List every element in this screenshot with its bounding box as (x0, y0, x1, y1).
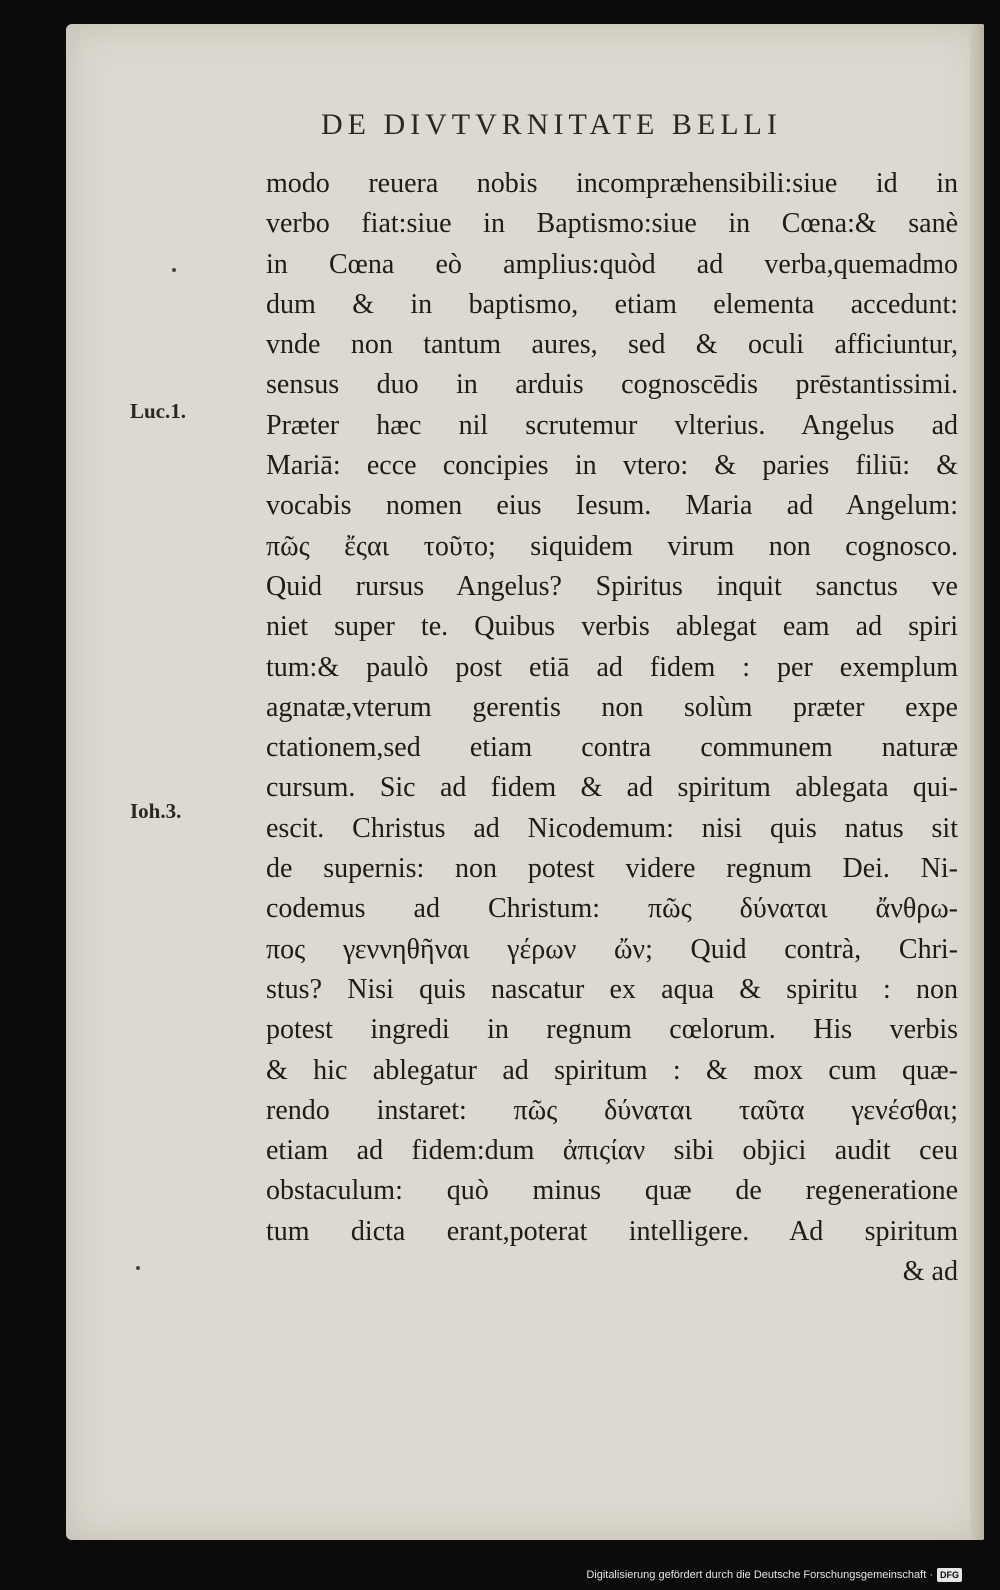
text-line: etiam ad fidem:dum ἀπιςίαν sibi objici audit ceu (266, 1135, 958, 1167)
catchword-line: & ad (902, 1256, 958, 1288)
text-line: Mariā: ecce concipies in vtero: & paries filiū: & (266, 450, 958, 482)
text-line: tum dicta erant,poterat intelligere. Ad spiritum (266, 1215, 958, 1247)
text-line: & hic ablegatur ad spiritum : & mox cum quæ- (266, 1054, 958, 1086)
text-line: πος γεννηθῆναι γέρων ὤν; Quid contrà, Chri- (266, 933, 958, 965)
ink-speck (172, 268, 176, 272)
text-line: in Cœna eò amplius:quòd ad verba,quemadmo (266, 248, 958, 280)
text-line: codemus ad Christum: πῶς δύναται ἄνθρω- (266, 893, 958, 925)
text-line: escit. Christus ad Nicodemum: nisi quis natus sit (266, 812, 958, 844)
text-line: tum:& paulò post etiā ad fidem : per exemplum (266, 651, 958, 683)
text-line: πῶς ἔςαι τοῦτο; siquidem virum non cognosco. (266, 530, 958, 562)
text-line: Quid rursus Angelus? Spiritus inquit sanctus ve (266, 570, 958, 602)
text-line: niet super te. Quibus verbis ablegat eam ad spiri (266, 611, 958, 643)
text-line: rendo instaret: πῶς δύναται ταῦτα γενέσθαι; (266, 1094, 958, 1126)
text-line: stus? Nisi quis nascatur ex aqua & spiritu : non (266, 973, 958, 1005)
book-page (66, 24, 984, 1540)
text-line: obstaculum: quò minus quæ de regeneratione (266, 1175, 958, 1207)
text-line: vocabis nomen eius Iesum. Maria ad Angelum: (266, 490, 958, 522)
body-text (266, 164, 958, 1292)
credit-text: Digitalisierung gefördert durch die Deutsche Forschungsgemeinschaft · (586, 1569, 933, 1581)
text-line: Præter hæc nil scrutemur vlterius. Angelus ad (266, 409, 958, 441)
digitization-credit (586, 1564, 962, 1586)
text-line: cursum. Sic ad fidem & ad spiritum ablegata qui- (266, 772, 958, 804)
text-line: agnatæ,vterum gerentis non solùm præter expe (266, 691, 958, 723)
marginal-note-john: Ioh.3. (130, 799, 182, 823)
page-edge (970, 24, 984, 1540)
text-line: dum & in baptismo, etiam elementa accedunt: (266, 288, 958, 320)
text-line: modo reuera nobis incompræhensibili:siue id in (266, 168, 958, 199)
text-line: verbo fiat:siue in Baptismo:siue in Cœna:& sanè (266, 208, 958, 240)
text-line: potest ingredi in regnum cœlorum. His verbis (266, 1014, 958, 1046)
running-head: DE DIVTVRNITATE BELLI (321, 108, 782, 141)
ink-speck (136, 1266, 140, 1270)
text-line: ctationem,sed etiam contra communem naturæ (266, 732, 958, 764)
text-line: de supernis: non potest videre regnum Dei. Ni- (266, 853, 958, 885)
dfg-logo: DFG (937, 1568, 962, 1582)
text-line: vnde non tantum aures, sed & oculi afficiuntur, (266, 329, 958, 361)
text-line: sensus duo in arduis cognoscēdis prēstantissimi. (266, 369, 958, 401)
marginal-note-luke: Luc.1. (130, 399, 187, 423)
